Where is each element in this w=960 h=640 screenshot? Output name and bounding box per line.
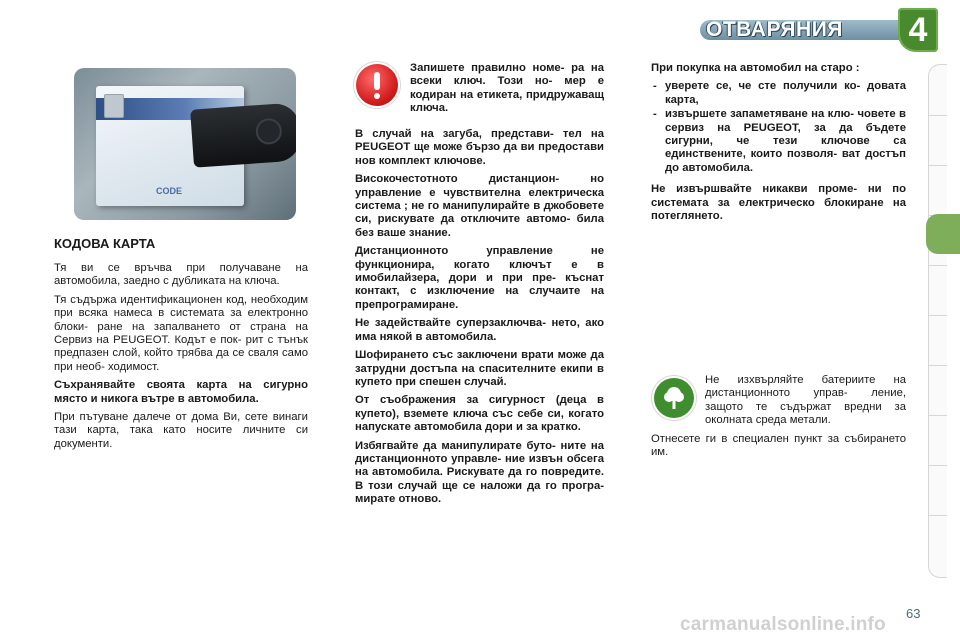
paragraph: Шофирането със заключени врати може да затрудни достъпа на спасителните екипи в купето при спешен случай. bbox=[355, 349, 604, 388]
key-card-photo bbox=[74, 68, 296, 220]
chapter-number-badge: 4 bbox=[898, 8, 938, 52]
card-code-label: CODE bbox=[156, 186, 183, 196]
paragraph: Не задействайте суперзаключва- нето, ако има някой в автомобила. bbox=[355, 317, 604, 343]
tab-divider bbox=[929, 315, 947, 316]
exclamation-warning-icon bbox=[356, 64, 398, 106]
paragraph: Отнесете ги в специален пункт за събирането им. bbox=[651, 432, 906, 459]
paragraph: Тя съдържа идентификационен код, необходим при всяка намеса в системата за електронно блоки- ране на запалването от страна на Сервиз на PEUGEOT. Кодът е пок- рит с тънък предпазен слой, който трябва да се сваля само при необ- ходимост. bbox=[54, 293, 308, 373]
remote-key-fob bbox=[190, 102, 296, 167]
tab-divider bbox=[929, 515, 947, 516]
paragraph-bold: Съхранявайте своята карта на сигурно място и никога вътре в автомобила. bbox=[54, 379, 308, 405]
paragraph: Дистанционното управление не функционира, когато ключът е в имобилайзера, дори и при пре- къснат контакт, с изключение на случаите на препрограмиране. bbox=[355, 245, 604, 311]
right-column bbox=[651, 62, 906, 228]
dash-list bbox=[651, 80, 906, 175]
section-title: КОДОВА КАРТА bbox=[54, 236, 156, 251]
list-item: - извършете запаметяване на клю- човете в сервиз на PEUGEOT, за да бъдете сигурни, че тези ключове са единствените, които позволя- ват достъп до автомобила. bbox=[651, 108, 906, 175]
tab-divider bbox=[929, 165, 947, 166]
middle-column bbox=[355, 128, 604, 512]
paragraph: В случай на загуба, представи- тел на PEUGEOT ще може бързо да ви предостави нов комплект ключове. bbox=[355, 128, 604, 167]
chapter-thumb-tabs bbox=[928, 64, 947, 578]
paragraph: Не извършвайте никакви проме- ни по системата за електрическо блокиране на потеглянето. bbox=[651, 183, 906, 223]
tab-divider bbox=[929, 265, 947, 266]
paragraph: Не изхвърляйте батериите на дистанционното управ- ление, защото те съдържат вредни за околната среда метали. bbox=[705, 374, 906, 427]
paragraph: При покупка на автомобил на старо : bbox=[651, 62, 860, 74]
paragraph: Високочестотното дистанцион- но управление е чувствителна електрическа система ; не го манипулирайте в джобовете си, рискувате да отключите автомо- била без ваше знание. bbox=[355, 173, 604, 239]
warning-text: Запишете правилно номе- ра на всеки ключ. Този но- мер е кодиран на етикета, придружаващ ключа. bbox=[410, 62, 604, 115]
tab-divider bbox=[929, 415, 947, 416]
left-column bbox=[54, 262, 308, 456]
tab-divider bbox=[929, 115, 947, 116]
tab-divider bbox=[929, 465, 947, 466]
paragraph: Избягвайте да манипулирате буто- ните на дистанционното управле- ние извън обсега на автомобила. Рискувате да го повредите. В този случай ще се наложи да го програ- мирате отново. bbox=[355, 439, 604, 506]
paragraph: От съображения за сигурност (деца в купето), вземете ключа със себе си, когато напускате автомобила дори и за кратко. bbox=[355, 394, 604, 434]
peugeot-logo-icon bbox=[104, 94, 124, 118]
watermark: carmanualsonline.info bbox=[680, 614, 886, 635]
active-chapter-tab bbox=[926, 214, 960, 254]
paragraph: При пътуване далече от дома Ви, сете винаги тази карта, така като носите личните си документи. bbox=[54, 411, 308, 450]
chapter-title: ОТВАРЯНИЯ bbox=[706, 18, 843, 41]
list-item: - уверете се, че сте получили ко- довата карта, bbox=[651, 80, 906, 107]
environment-note bbox=[651, 374, 906, 464]
page-number: 63 bbox=[906, 606, 921, 621]
paragraph: Тя ви се връчва при получаване на автомобила, заедно с дубликата на ключа. bbox=[54, 262, 308, 288]
tab-divider bbox=[929, 365, 947, 366]
